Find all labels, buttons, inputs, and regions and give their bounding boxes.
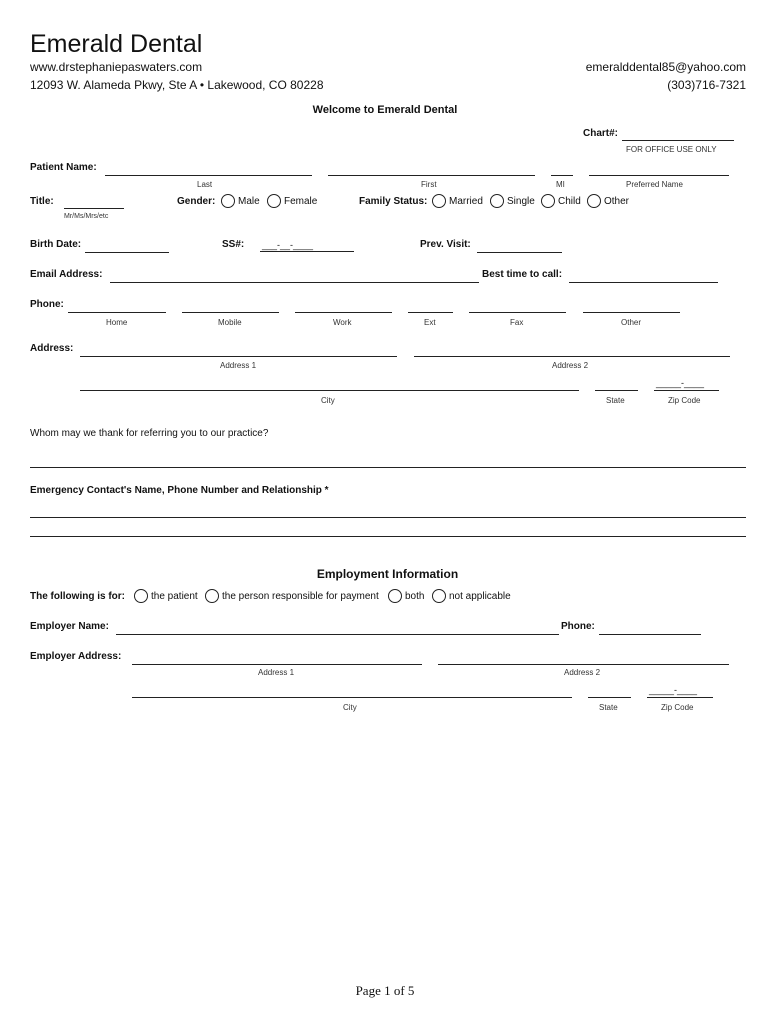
employer-zip-mask[interactable]: _____-____ [649,685,698,695]
family-married-radio[interactable] [432,194,446,208]
page-number: Page 1 of 5 [355,983,415,998]
family-status-label: Family Status: [359,196,428,207]
chart-number-input[interactable] [622,128,734,141]
patient-last-name-input[interactable] [105,163,312,176]
caption-fax: Fax [510,318,524,327]
form-title: Welcome to Emerald Dental [312,104,458,116]
employment-na-radio[interactable] [432,589,446,603]
employment-patient-radio[interactable] [134,589,148,603]
employer-phone-input[interactable] [599,622,701,635]
practice-website: www.drstephaniepaswaters.com [30,60,203,74]
phone-fax-input[interactable] [469,300,566,313]
gender-male-radio[interactable] [221,194,235,208]
patient-name-label: Patient Name: [30,162,97,173]
employer-caption-address2: Address 2 [564,668,601,677]
employer-address-label: Employer Address: [30,651,122,662]
caption-first: First [421,180,437,189]
prev-visit-label: Prev. Visit: [420,239,471,250]
phone-other-input[interactable] [583,300,680,313]
caption-address1: Address 1 [220,361,257,370]
birth-date-label: Birth Date: [30,239,82,250]
emergency-contact-label: Emergency Contact's Name, Phone Number and Relationship * [30,485,329,496]
best-time-label: Best time to call: [482,269,563,280]
employment-responsible-label: the person responsible for payment [222,591,379,602]
practice-email: emeralddental85@yahoo.com [585,60,746,74]
office-use-caption: FOR OFFICE USE ONLY [626,145,717,154]
employer-caption-state: State [599,703,618,712]
emergency-contact-input-2[interactable] [30,524,746,537]
employer-caption-address1: Address 1 [258,668,295,677]
city-input[interactable] [80,378,579,391]
email-input[interactable] [110,270,479,283]
family-child-radio[interactable] [541,194,555,208]
family-married-label: Married [449,196,483,207]
birth-date-input[interactable] [85,240,169,253]
phone-label: Phone: [30,299,64,310]
practice-address: 12093 W. Alameda Pkwy, Ste A • Lakewood, CO 80228 [30,78,324,92]
address1-input[interactable] [80,344,397,357]
family-single-label: Single [507,196,535,207]
employment-both-radio[interactable] [388,589,402,603]
employer-state-input[interactable] [588,685,631,698]
state-input[interactable] [595,378,638,391]
caption-state: State [606,396,625,405]
caption-work: Work [333,318,352,327]
patient-first-name-input[interactable] [328,163,535,176]
practice-name: Emerald Dental [30,30,203,58]
caption-ext: Ext [424,318,436,327]
title-input[interactable] [64,196,124,209]
employment-patient-label: the patient [151,591,198,602]
caption-preferred-name: Preferred Name [626,180,683,189]
referral-input[interactable] [30,455,746,468]
employer-caption-zip: Zip Code [661,703,694,712]
zip-underline [654,390,719,391]
caption-mobile: Mobile [218,318,242,327]
ss-underline [260,251,354,252]
best-time-input[interactable] [569,270,718,283]
employment-na-label: not applicable [449,591,511,602]
prev-visit-input[interactable] [477,240,562,253]
gender-male-label: Male [238,196,260,207]
referral-question: Whom may we thank for referring you to our practice? [30,428,269,439]
emergency-contact-input-1[interactable] [30,505,746,518]
family-child-label: Child [558,196,581,207]
family-other-radio[interactable] [587,194,601,208]
caption-last: Last [197,180,213,189]
patient-mi-input[interactable] [551,163,573,176]
employer-address1-input[interactable] [132,652,422,665]
employer-phone-label: Phone: [561,621,595,632]
family-other-label: Other [604,196,630,207]
caption-mi: MI [556,180,565,189]
phone-mobile-input[interactable] [182,300,279,313]
gender-female-label: Female [284,196,318,207]
phone-work-input[interactable] [295,300,392,313]
ss-label: SS#: [222,239,245,250]
caption-home: Home [106,318,128,327]
gender-label: Gender: [177,196,216,207]
address-label: Address: [30,343,74,354]
caption-other: Other [621,318,642,327]
chart-label: Chart#: [583,128,619,139]
phone-home-input[interactable] [68,300,166,313]
address2-input[interactable] [414,344,730,357]
caption-title: Mr/Ms/Mrs/etc [64,213,109,220]
patient-preferred-name-input[interactable] [589,163,729,176]
caption-address2: Address 2 [552,361,589,370]
ss-mask[interactable]: ___-__-____ [262,240,314,250]
email-label: Email Address: [30,269,103,280]
employment-for-label: The following is for: [30,591,125,602]
employer-caption-city: City [343,703,357,712]
employer-name-label: Employer Name: [30,621,109,632]
caption-zip: Zip Code [668,396,701,405]
employer-zip-underline [647,697,713,698]
caption-city: City [321,396,335,405]
employer-name-input[interactable] [116,622,559,635]
employment-responsible-radio[interactable] [205,589,219,603]
zip-mask[interactable]: _____-____ [656,378,705,388]
title-label: Title: [30,196,54,207]
employment-both-label: both [405,591,425,602]
employer-address2-input[interactable] [438,652,729,665]
employer-city-input[interactable] [132,685,572,698]
gender-female-radio[interactable] [267,194,281,208]
family-single-radio[interactable] [490,194,504,208]
phone-ext-input[interactable] [408,300,453,313]
practice-phone: (303)716-7321 [667,78,746,92]
employment-heading: Employment Information [316,567,459,581]
